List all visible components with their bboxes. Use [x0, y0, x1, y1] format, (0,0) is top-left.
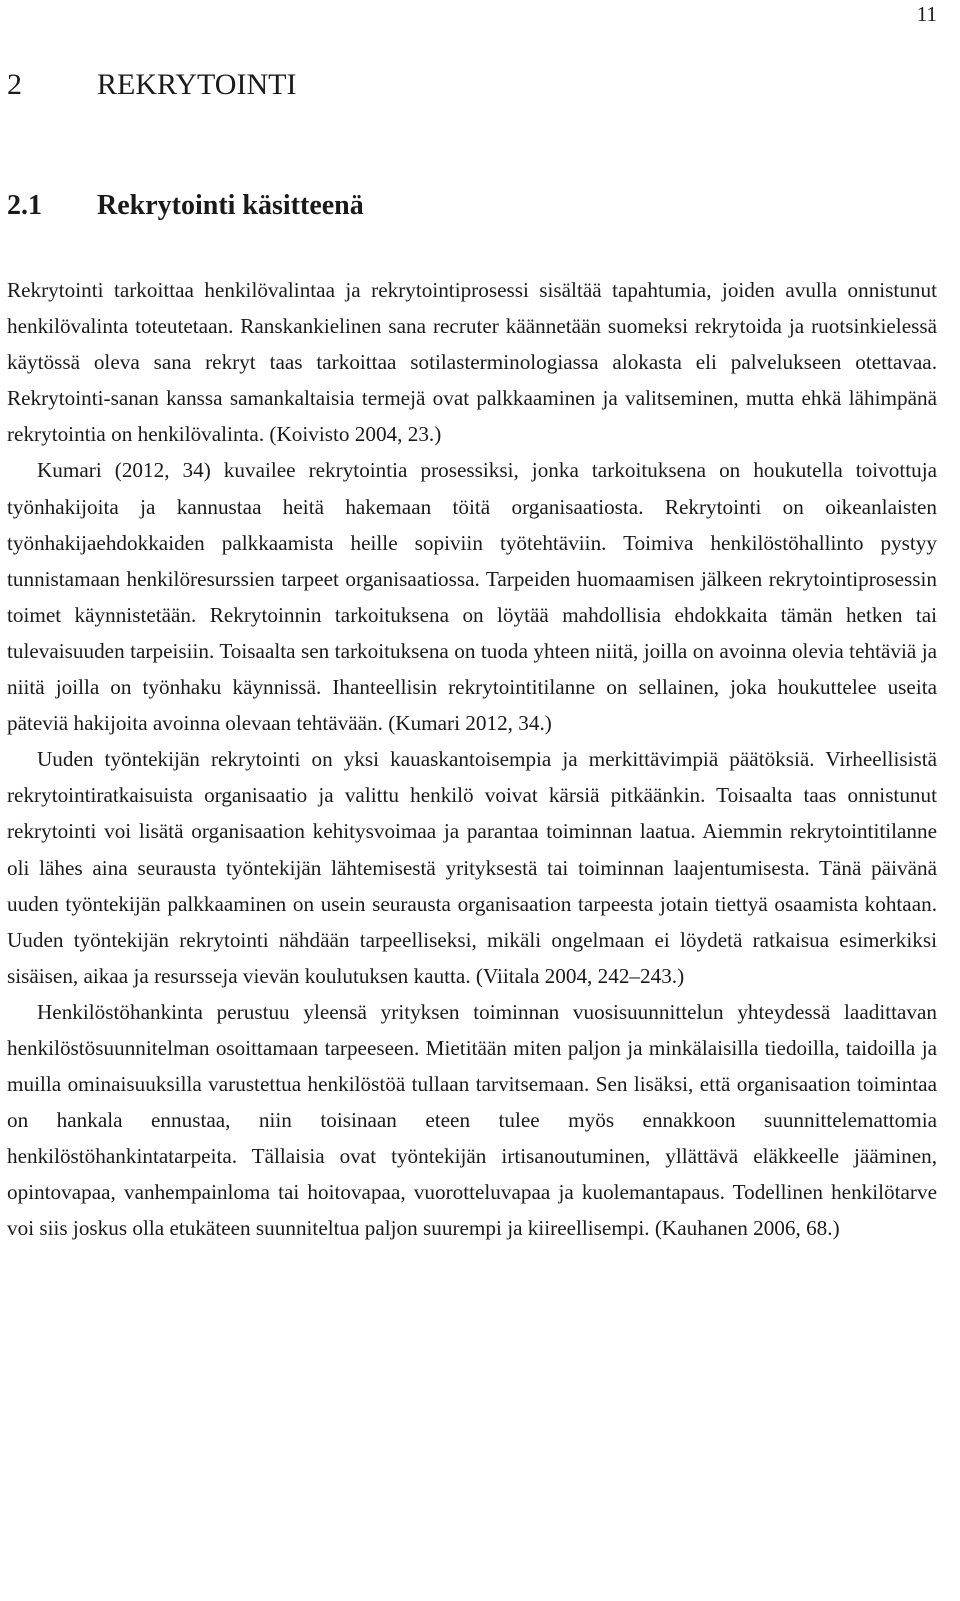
paragraph: Henkilöstöhankinta perustuu yleensä yrityksen toiminnan vuosisuunnittelun yhteydessä laadittavan henkilöstösuunnitelman osoittamaan tarpeeseen. Mietitään miten paljon ja minkälaisilla tiedoilla, taidoilla ja muilla ominaisuuksilla varustettua henkilöstöä tullaan tarvitsemaan. Sen lisäksi, että organisaation toimintaa on hankala ennustaa, niin toisinaan eteen tulee myös ennakkoon suunnittelemattomia henkilöstöhankintatarpeita. Tällaisia ovat työntekijän irtisanoutuminen, yllättävä eläkkeelle jääminen, opintovapaa, vanhempainloma tai hoitovapaa, vuorotteluvapaa ja kuolemantapaus. Todellinen henkilötarve voi siis joskus olla etukäteen suunniteltua paljon suurempi ja kiireellisempi. (Kauhanen 2006, 68.) [7, 999, 937, 1241]
section-number: 2.1 [7, 190, 42, 221]
section-heading [7, 190, 364, 222]
chapter-title: REKRYTOINTI [97, 68, 297, 101]
paragraph: Uuden työntekijän rekrytointi on yksi kauaskantoisempia ja merkittävimpiä päätöksiä. Virheellisistä rekrytointiratkaisuista organisaatio ja valittu henkilö voivat kärsiä pitkäänkin. Toisaalta taas onnistunut rekrytointi voi lisätä organisaation kehitysvoimaa ja parantaa toiminnan laatua. Aiemmin rekrytointitilanne oli lähes aina seurausta työntekijän lähtemisestä yrityksestä tai toiminnan laajentumisesta. Tänä päivänä uuden työntekijän palkkaaminen on usein seurausta organisaation tarpeesta jotain tiettyä osaamista kohtaan. Uuden työntekijän rekrytointi nähdään tarpeelliseksi, mikäli ongelmaan ei löydetä ratkaisua esimerkiksi sisäisen, aikaa ja resursseja vievän koulutuksen kautta. (Viitala 2004, 242–243.) [7, 747, 937, 988]
page-number: 11 [916, 2, 937, 26]
paragraph: Rekrytointi tarkoittaa henkilövalintaa ja rekrytointiprosessi sisältää tapahtumia, joiden avulla onnistunut henkilövalinta toteutetaan. Ranskankielinen sana recruter käännetään suomeksi rekrytoida ja ruotsinkielessä käytössä oleva sana rekryt taas tarkoittaa sotilasterminologiassa alokasta eli palvelukseen otettavaa. Rekrytointi-sanan kanssa samankaltaisia termejä ovat palkkaaminen ja valitseminen, mutta ehkä lähimpänä rekrytointia on henkilövalinta. (Koivisto 2004, 23.) [7, 278, 937, 447]
paragraph: Kumari (2012, 34) kuvailee rekrytointia prosessiksi, jonka tarkoituksena on houkutella toivottuja työnhakijoita ja kannustaa heitä hakemaan töitä organisaatiosta. Rekrytointi on oikeanlaisten työnhakijaehdokkaiden palkkaamista heille sopiviin työtehtäviin. Toimiva henkilöstöhallinto pystyy tunnistamaan henkilöresurssien tarpeet organisaatiossa. Tarpeiden huomaamisen jälkeen rekrytointiprosessin toimet käynnistetään. Rekrytoinnin tarkoituksena on löytää mahdollisia ehdokkaita tämän hetken tai tulevaisuuden tarpeisiin. Toisaalta sen tarkoituksena on tuoda yhteen niitä, joilla on avoinna olevia tehtäviä ja niitä joilla on työnhaku käynnissä. Ihanteellisin rekrytointitilanne on sellainen, joka houkuttelee useita päteviä hakijoita avoinna olevaan tehtävään. (Kumari 2012, 34.) [7, 458, 937, 736]
section-title: Rekrytointi käsitteenä [97, 190, 364, 221]
chapter-heading [7, 68, 296, 102]
chapter-number: 2 [7, 68, 22, 101]
body-text [7, 272, 937, 1247]
